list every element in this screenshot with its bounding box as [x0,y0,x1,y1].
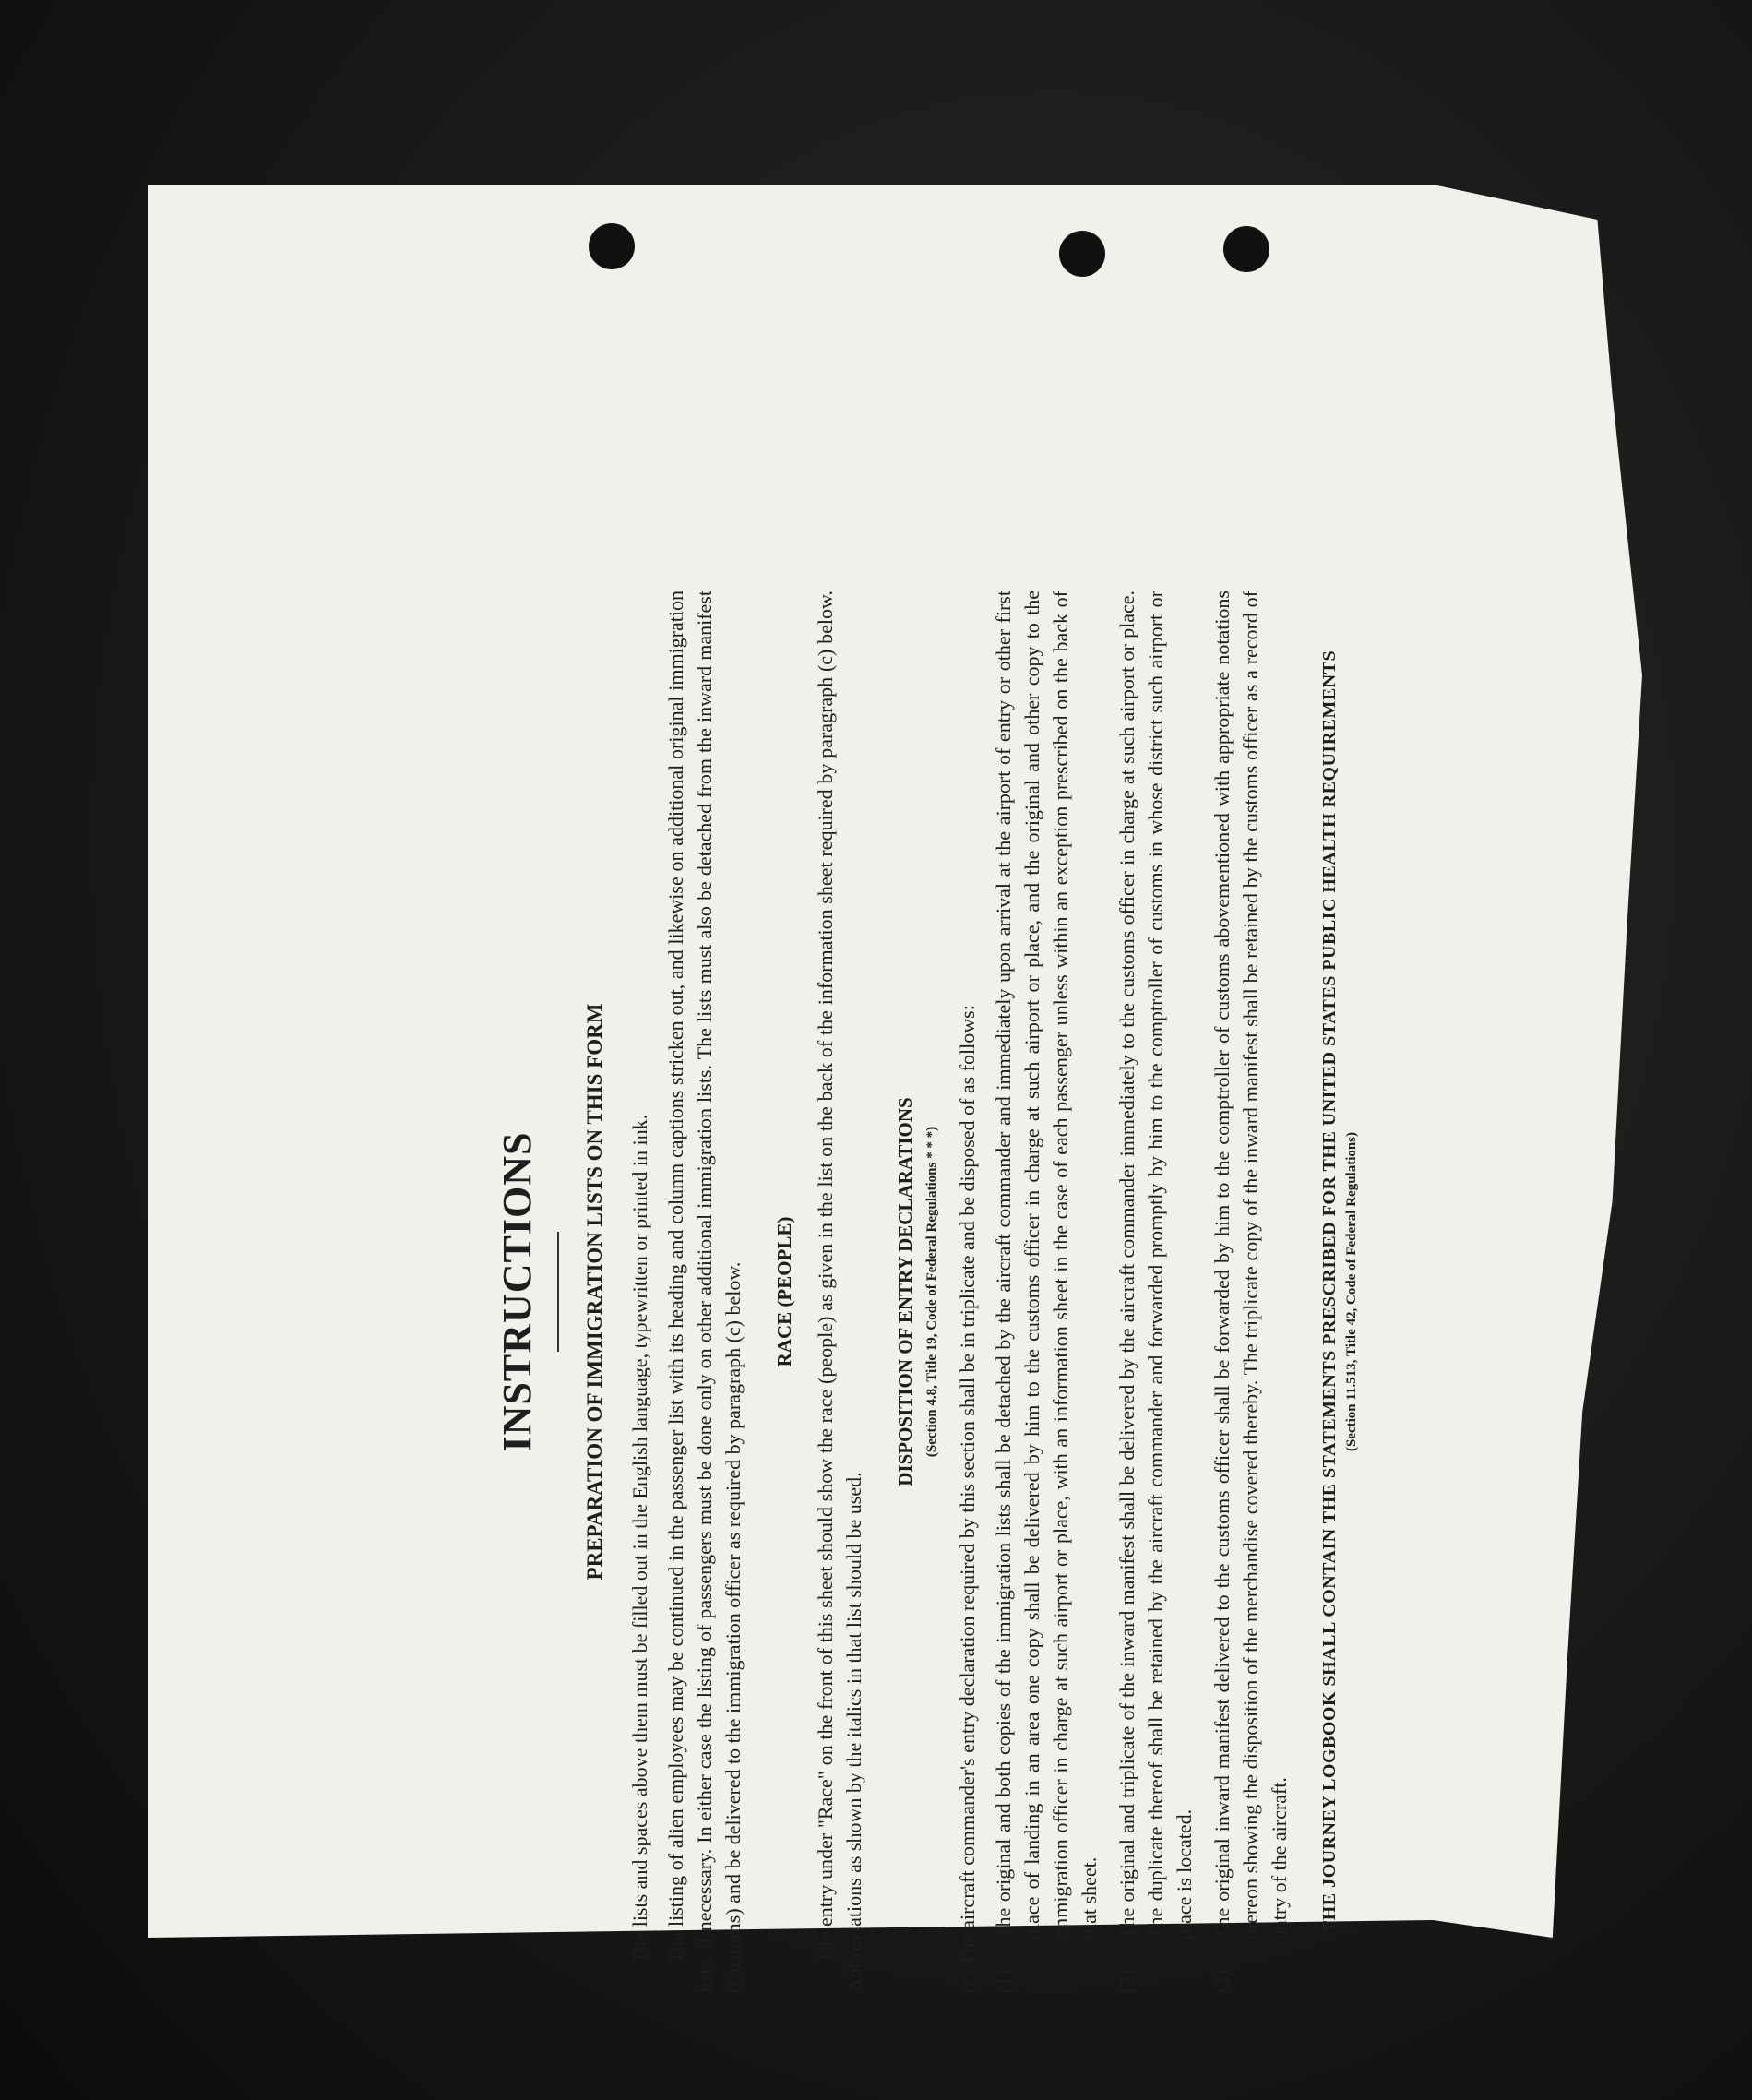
paragraph: The listing of alien employees may be continued in the passenger list with its heading and column captions stricken out, and likewise on additional original immigration lists, if necessary. In either case the listing of passengers must be done only on other additional immigration lists. The lists must also be detached from the inward manifest (Customs) and be delivered to the immigration officer as required by paragraph (c) below. [664,591,745,1993]
printer-imprint: 16—24598-4 U. S. GOVERNMENT PRINTING OFFICE [1726,535,1739,849]
item-number: (2) [1115,1969,1138,1993]
section-heading-race: RACE (PEOPLE) [773,1216,795,1367]
section-heading-disposition: DISPOSITION OF ENTRY DECLARATIONS [894,1097,916,1486]
punch-hole [589,223,635,269]
paragraph: (c) The aircraft commander's entry declaration required by this section shall be in triplicate and be disposed of as follows: [956,1005,979,1993]
item-text: The original and triplicate of the inward manifest shall be delivered by the aircraft commander immediately to the customs officer in charge at such airport or place. The duplicate thereof shall be retained by the aircraft commander and forwarded promptly by him to the comptroller of customs in whose district such airport or place is located. [1115,591,1196,1939]
page-title: INSTRUCTIONS [495,1131,540,1452]
list-item [1208,591,1293,1993]
item-text: The original and both copies of the immigration lists shall be detached by the aircraft commander and immediately upon arrival at the airport of entry or other first place of landing in an area one copy shall be delivered by him to the customs officer in charge at such airport or place, and the original and other copy to the immigration officer in charge at such airport or place, with an information sheet in the case of each passenger unless within an exception prescribed on the back of that sheet. [992,591,1101,1939]
regulation-citation: (Section 4.8, Title 19, Code of Federal Regulations * * *) [924,1126,939,1458]
title-rule [557,1232,559,1352]
logbook-statement: THE JOURNEY LOGBOOK SHALL CONTAIN THE STATEMENTS PRESCRIBED FOR THE UNITED STATES PUBLIC HEALTH REQUIREMENTS [1319,650,1340,1934]
list-item [1113,591,1198,1993]
list-item [989,591,1103,1993]
footer-citation: (Section 11.513, Title 42, Code of Federal Regulations) [1344,1131,1359,1452]
paragraph: The lists and spaces above them must be filled out in the English language, typewritten or printed in ink. [628,1114,651,1963]
item-text: The original inward manifest delivered to the customs officer shall be forwarded by him to the comptroller of customs abovementioned with appropriate notations thereon showing the disposition of the merchandise covered thereby. The triplicate copy of the inward manifest shall be retained by the customs officer as a record of entry of the aircraft. [1210,591,1291,1939]
punch-hole [1059,231,1105,277]
punch-hole [1223,226,1269,272]
instructions-content [494,535,1739,1993]
section-heading-preparation: PREPARATION OF IMMIGRATION LISTS ON THIS FORM [583,1003,606,1581]
item-number: (1) [992,1969,1015,1993]
paragraph: The entry under "Race" on the front of this sheet should show the race (people) as given in the list on the back of the information sheet required by paragraph (c) below. Abbreviations as shown by the italics in that list should be used. [814,591,865,1993]
item-number: (3) [1210,1969,1234,1993]
